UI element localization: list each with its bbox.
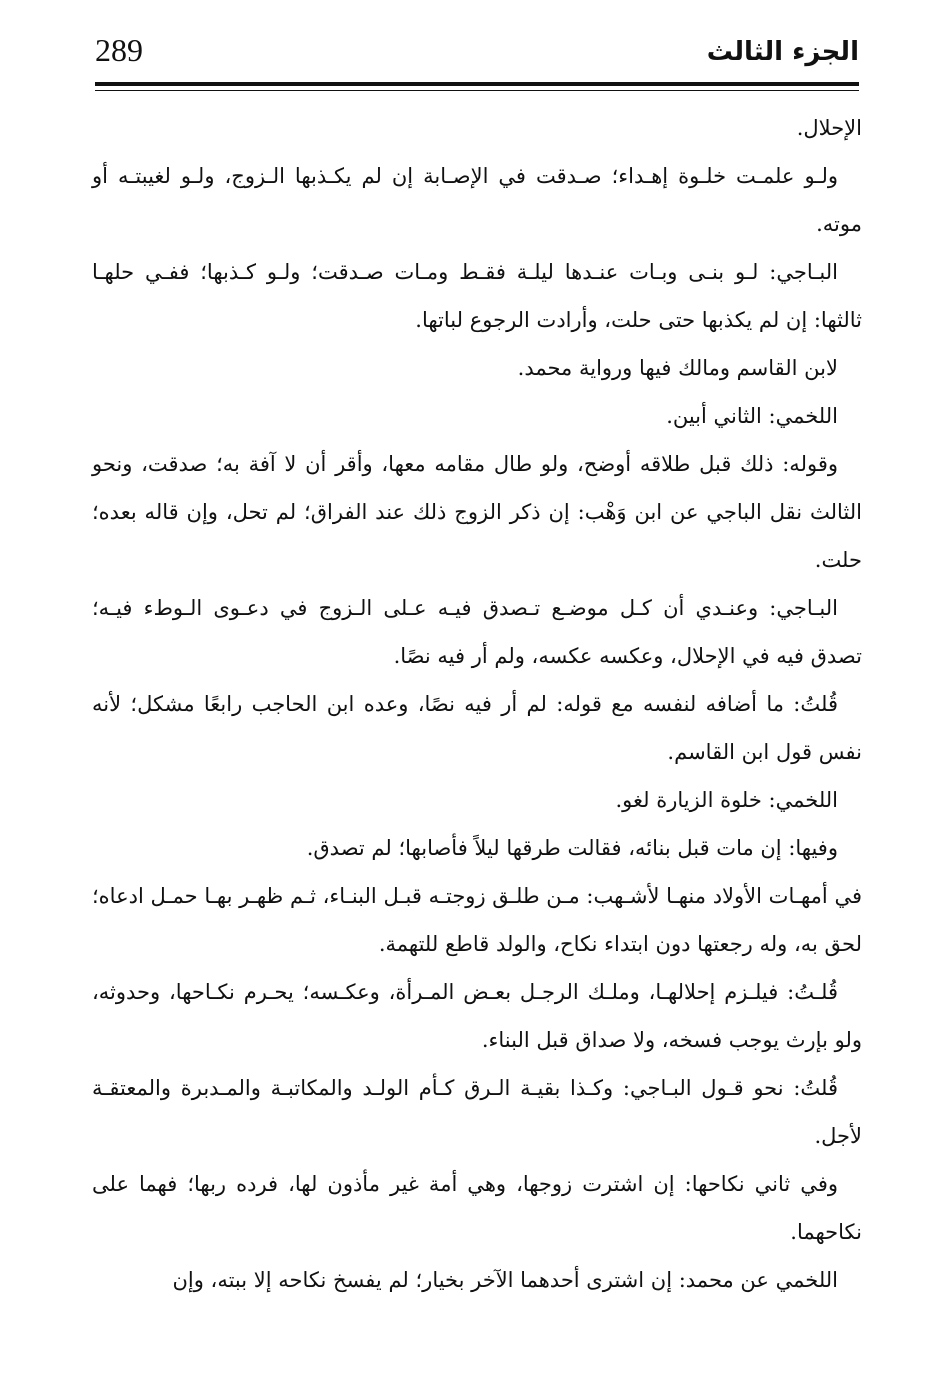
paragraph: وفي ثاني نكاحها: إن اشترت زوجها، وهي أمة غير مأذون لها، فرده ربها؛ فهما على نكاحهما. <box>92 1172 862 1244</box>
paragraph: الإحلال. <box>796 116 862 140</box>
paragraph: ولـو علمـت خلـوة إهـداء؛ صـدقت في الإصـابة إن لم يكـذبها الـزوج، ولـو لغيبتـه أو موته. <box>92 164 862 236</box>
paragraph: اللخمي عن محمد: إن اشترى أحدهما الآخر بخيار؛ لم يفسخ نكاحه إلا ببته، وإن <box>172 1268 838 1292</box>
header-rule-thick <box>95 82 859 86</box>
paragraph: قُلـتُ: فيلـزم إحلالهـا، وملـك الرجـل بعـض المـرأة، وعكـسه؛ يحـرم نكـاحها، وحدوثه، ولو بإرث يوجب فسخه، ولا صداق قبل البناء. <box>92 980 862 1052</box>
paragraph: البـاجي: لـو بنـى وبـات عنـدها ليلـة فقـط ومـات صـدقت؛ ولـو كـذبها؛ ففـي حلهـا ثالثها: إن لم يكذبها حتى حلت، وأرادت الرجوع لباتها. <box>92 260 862 332</box>
header-rule-thin <box>95 90 859 91</box>
paragraph: البـاجي: وعنـدي أن كـل موضـع تـصدق فيـه عـلى الـزوج في دعـوى الـوطء فيـه؛ تصدق فيه في الإحلال، وعكسه عكسه، ولم أر فيه نصًا. <box>92 596 862 668</box>
paragraph: وقوله: ذلك قبل طلاقه أوضح، ولو طال مقامه معها، وأقر أن لا آفة به؛ صدقت، ونحو الثالث نقل الباجي عن ابن وَهْب: إن ذكر الزوج ذلك عند الفراق؛ لم تحل، وإن قاله بعده؛ حلت. <box>92 452 862 572</box>
paragraph: اللخمي: خلوة الزيارة لغو. <box>615 788 838 812</box>
paragraph: قُلتُ: ما أضافه لنفسه مع قوله: لم أر فيه نصًا، وعده ابن الحاجب رابعًا مشكل؛ لأنه نفس قول ابن القاسم. <box>92 692 862 764</box>
paragraph: اللخمي: الثاني أبين. <box>666 404 838 428</box>
body-text <box>92 104 862 1304</box>
page-header <box>95 30 859 80</box>
paragraph: في أمهـات الأولاد منهـا لأشـهب: مـن طلـق زوجتـه قبـل البنـاء، ثـم ظهـر بهـا حمـل ادعاه؛ لحق به، وله رجعتها دون ابتداء نكاح، والولد قاطع للتهمة. <box>92 884 862 956</box>
paragraph: قُلتُ: نحو قـول البـاجي: وكـذا بقيـة الـرق كـأم الولـد والمكاتبـة والمـدبرة والمعتقـة لأجل. <box>92 1076 862 1148</box>
running-head: الجزء الثالث <box>706 37 859 67</box>
paragraph: وفيها: إن مات قبل بنائه، فقالت طرقها ليلاً فأصابها؛ لم تصدق. <box>306 836 838 860</box>
page-number: 289 <box>95 32 143 68</box>
paragraph: لابن القاسم ومالك فيها ورواية محمد. <box>517 356 838 380</box>
